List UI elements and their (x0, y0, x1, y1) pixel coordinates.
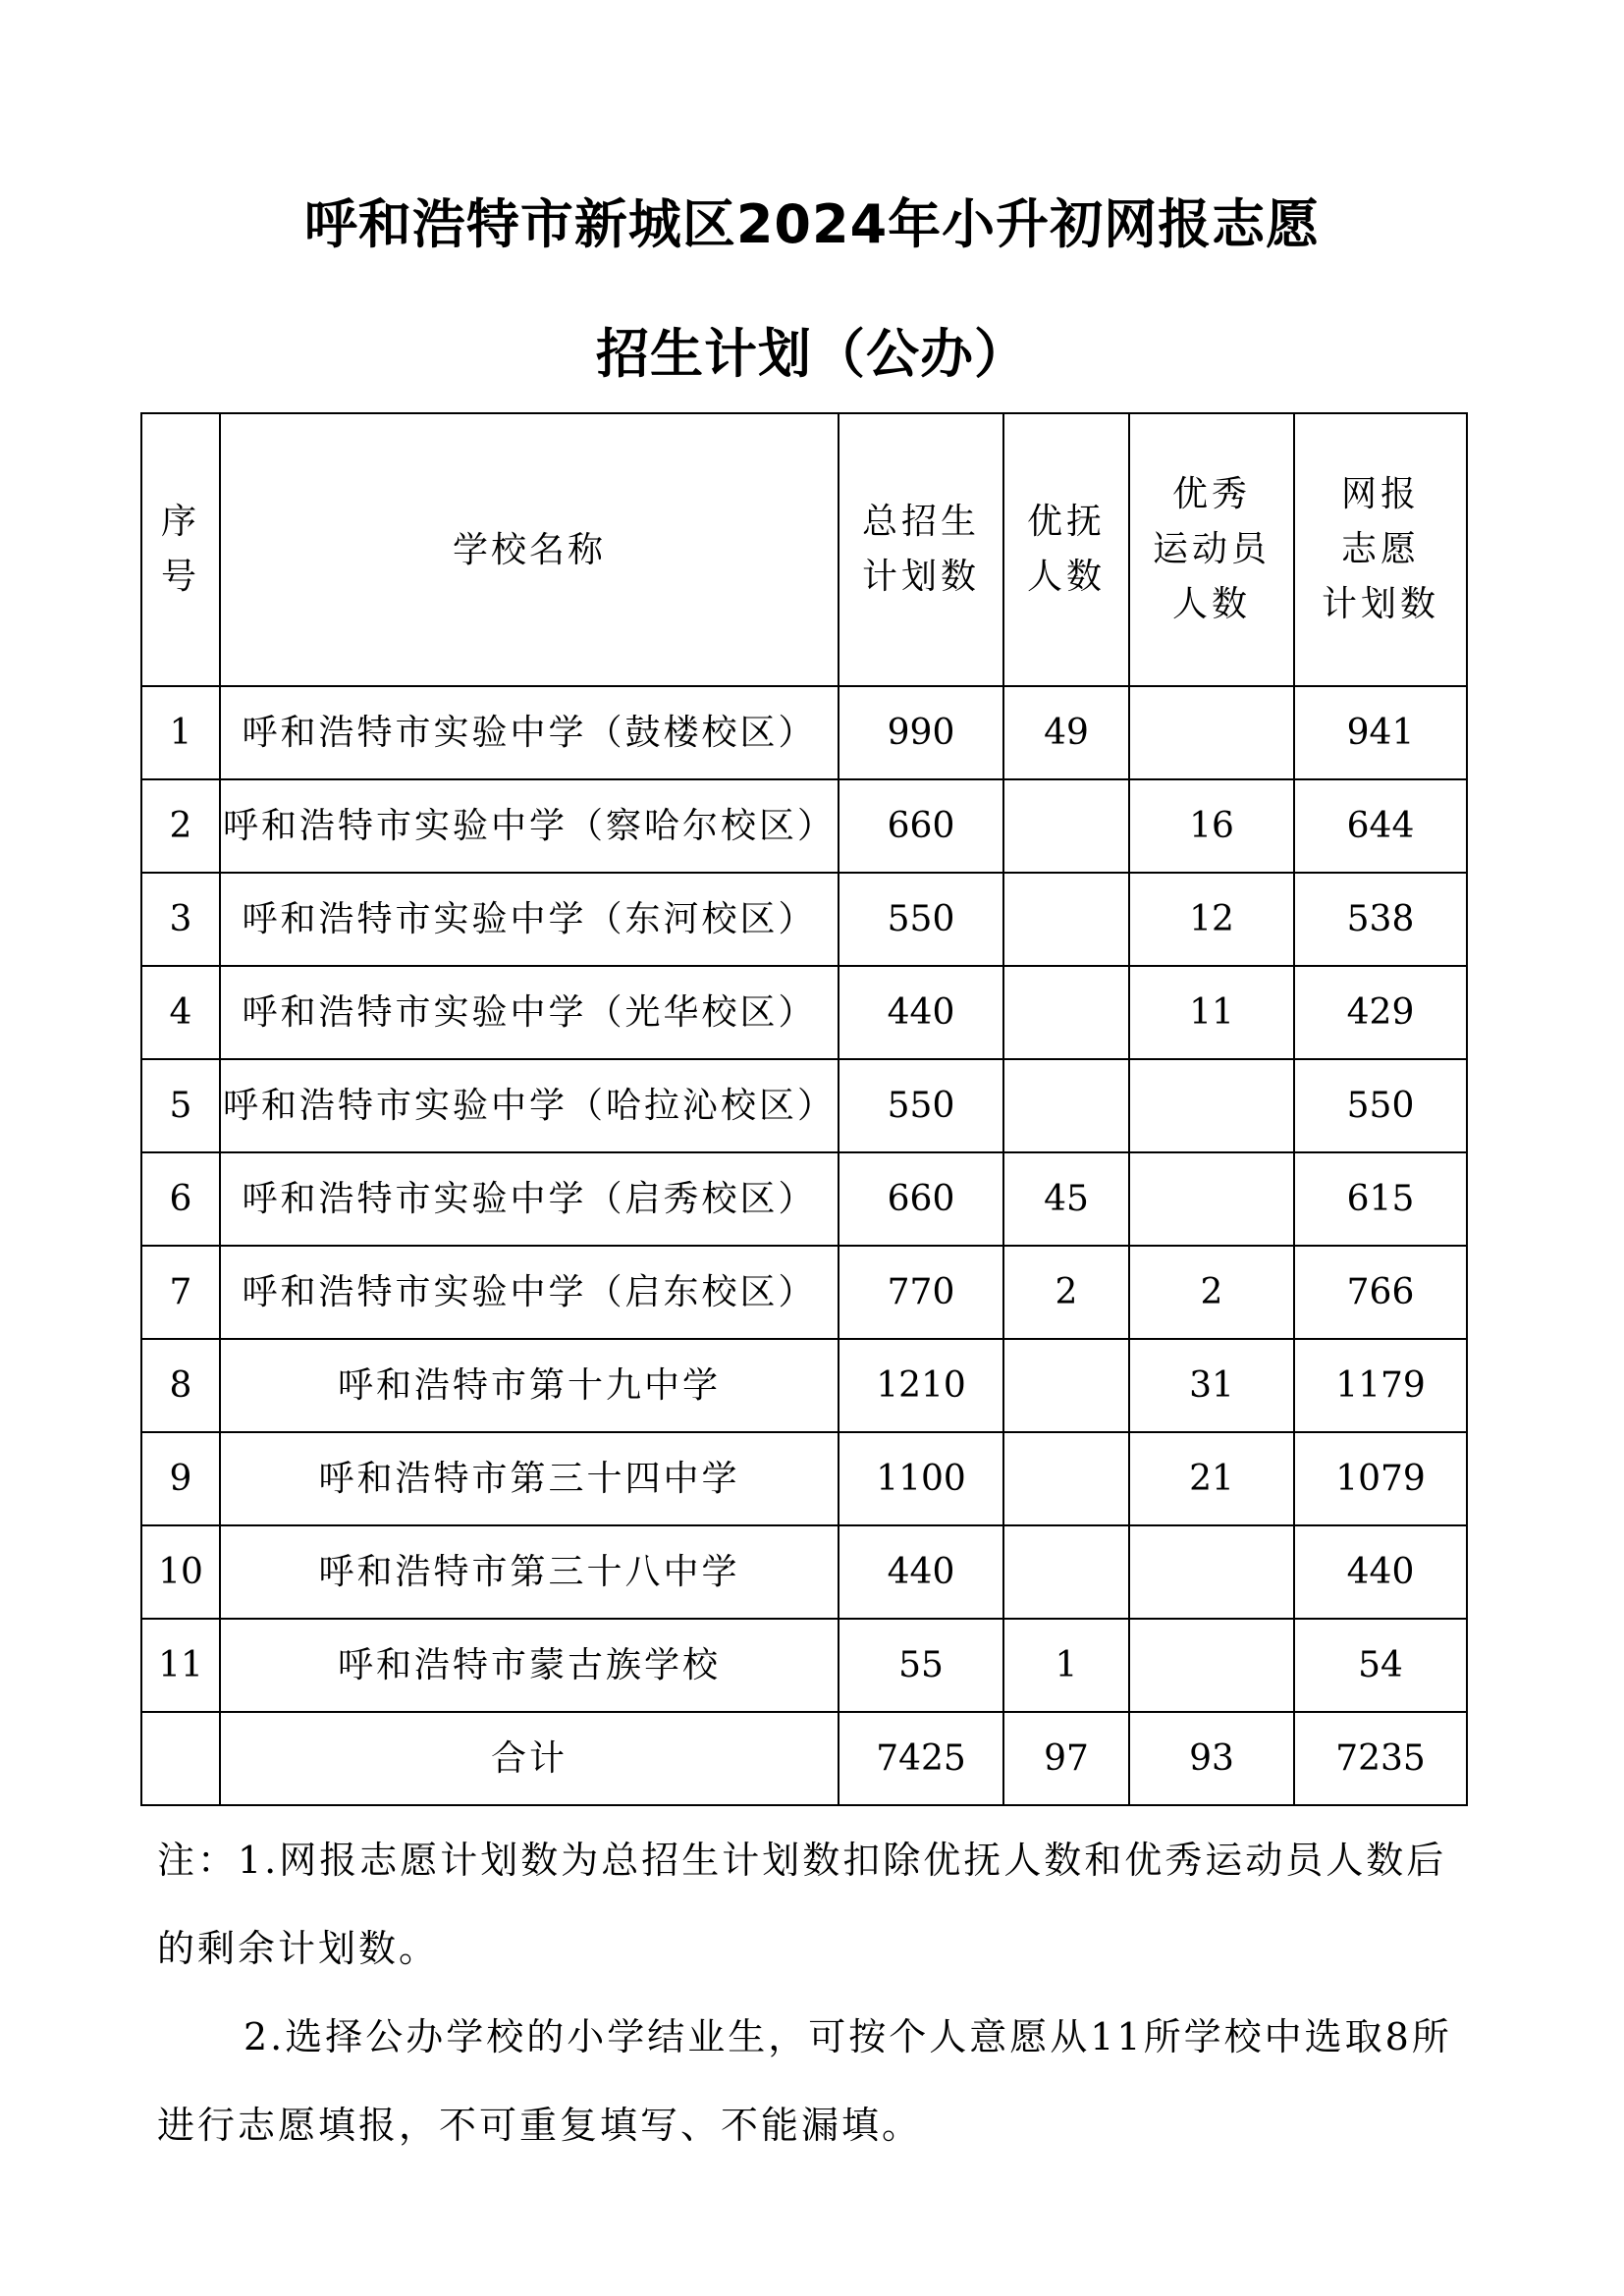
table-row (141, 1152, 1467, 1246)
cell-online-plan: 54 (1294, 1619, 1467, 1712)
cell-athlete-count (1129, 1619, 1294, 1712)
cell-online-plan: 615 (1294, 1152, 1467, 1246)
cell-athlete-count (1129, 686, 1294, 779)
cell-total-plan: 550 (839, 873, 1003, 966)
header-seq-line: 号 (160, 557, 200, 597)
cell-seq: 4 (141, 966, 220, 1059)
header-total-line: 总招生 (861, 502, 980, 543)
cell-seq: 1 (141, 686, 220, 779)
cell-school-name: 合计 (220, 1712, 839, 1805)
header-youfu-line: 优抚 (1026, 502, 1106, 543)
cell-online-plan: 7235 (1294, 1712, 1467, 1805)
header-athletes-line: 运动员 (1152, 529, 1271, 570)
cell-online-plan: 1079 (1294, 1432, 1467, 1525)
cell-youfu-count: 1 (1003, 1619, 1129, 1712)
header-total-line: 计划数 (861, 557, 980, 597)
cell-online-plan: 550 (1294, 1059, 1467, 1152)
header-online-line: 网报 (1340, 474, 1420, 515)
header-youfu-line: 人数 (1026, 557, 1106, 597)
table-row (141, 873, 1467, 966)
cell-youfu-count: 2 (1003, 1246, 1129, 1339)
enrollment-plan-table (140, 412, 1468, 1806)
cell-school-name: 呼和浩特市实验中学（启东校区） (220, 1246, 839, 1339)
cell-seq: 10 (141, 1525, 220, 1619)
cell-online-plan: 644 (1294, 779, 1467, 873)
table-row (141, 1619, 1467, 1712)
cell-online-plan: 440 (1294, 1525, 1467, 1619)
cell-total-plan: 1100 (839, 1432, 1003, 1525)
cell-seq: 8 (141, 1339, 220, 1432)
table-row (141, 686, 1467, 779)
cell-total-plan: 1210 (839, 1339, 1003, 1432)
document-title-line1: 呼和浩特市新城区2024年小升初网报志愿 (303, 193, 1321, 255)
header-athletes-line: 优秀 (1171, 474, 1251, 515)
table-total-row (141, 1712, 1467, 1805)
cell-online-plan: 766 (1294, 1246, 1467, 1339)
table-row (141, 966, 1467, 1059)
cell-seq: 6 (141, 1152, 220, 1246)
cell-athlete-count (1129, 1525, 1294, 1619)
cell-school-name: 呼和浩特市实验中学（启秀校区） (220, 1152, 839, 1246)
cell-athlete-count: 12 (1129, 873, 1294, 966)
header-seq (141, 413, 220, 686)
header-athletes-line: 人数 (1171, 583, 1251, 624)
cell-total-plan: 7425 (839, 1712, 1003, 1805)
cell-athlete-count: 93 (1129, 1712, 1294, 1805)
cell-total-plan: 550 (839, 1059, 1003, 1152)
header-online-line: 计划数 (1321, 583, 1439, 624)
cell-seq: 11 (141, 1619, 220, 1712)
header-seq-line: 序 (160, 502, 200, 543)
cell-total-plan: 440 (839, 1525, 1003, 1619)
header-school: 学校名称 (220, 413, 839, 686)
cell-athlete-count: 21 (1129, 1432, 1294, 1525)
cell-youfu-count (1003, 1525, 1129, 1619)
cell-youfu-count: 45 (1003, 1152, 1129, 1246)
note-1: 注：1.网报志愿计划数为总招生计划数扣除优抚人数和优秀运动员人数后的剩余计划数。 (157, 1839, 1447, 1970)
cell-school-name: 呼和浩特市第三十八中学 (220, 1525, 839, 1619)
cell-online-plan: 941 (1294, 686, 1467, 779)
cell-seq: 3 (141, 873, 220, 966)
cell-school-name: 呼和浩特市蒙古族学校 (220, 1619, 839, 1712)
cell-seq: 5 (141, 1059, 220, 1152)
cell-youfu-count (1003, 1339, 1129, 1432)
header-athletes (1129, 413, 1294, 686)
cell-athlete-count: 31 (1129, 1339, 1294, 1432)
cell-seq: 9 (141, 1432, 220, 1525)
cell-athlete-count: 16 (1129, 779, 1294, 873)
cell-youfu-count (1003, 779, 1129, 873)
cell-total-plan: 440 (839, 966, 1003, 1059)
cell-total-plan: 770 (839, 1246, 1003, 1339)
header-online (1294, 413, 1467, 686)
header-total (839, 413, 1003, 686)
cell-total-plan: 990 (839, 686, 1003, 779)
cell-youfu-count (1003, 1432, 1129, 1525)
header-online-line: 志愿 (1340, 529, 1420, 570)
cell-athlete-count: 2 (1129, 1246, 1294, 1339)
cell-total-plan: 660 (839, 1152, 1003, 1246)
cell-seq (141, 1712, 220, 1805)
table-header-row (141, 413, 1467, 686)
note-2: 2.选择公办学校的小学结业生，可按个人意愿从11所学校中选取8所进行志愿填报，不可重复填写、不能漏填。 (157, 2015, 1452, 2147)
cell-seq: 7 (141, 1246, 220, 1339)
cell-total-plan: 55 (839, 1619, 1003, 1712)
table-row (141, 1432, 1467, 1525)
cell-school-name: 呼和浩特市实验中学（光华校区） (220, 966, 839, 1059)
cell-athlete-count: 11 (1129, 966, 1294, 1059)
cell-online-plan: 429 (1294, 966, 1467, 1059)
cell-school-name: 呼和浩特市第三十四中学 (220, 1432, 839, 1525)
table-row (141, 1246, 1467, 1339)
cell-school-name: 呼和浩特市实验中学（东河校区） (220, 873, 839, 966)
cell-athlete-count (1129, 1152, 1294, 1246)
table-row (141, 1525, 1467, 1619)
cell-youfu-count (1003, 966, 1129, 1059)
cell-school-name: 呼和浩特市第十九中学 (220, 1339, 839, 1432)
cell-school-name: 呼和浩特市实验中学（察哈尔校区） (220, 779, 839, 873)
cell-total-plan: 660 (839, 779, 1003, 873)
table-row (141, 1339, 1467, 1432)
document-title-line2: 招生计划（公办） (596, 323, 1028, 385)
cell-online-plan: 1179 (1294, 1339, 1467, 1432)
cell-online-plan: 538 (1294, 873, 1467, 966)
table-row (141, 1059, 1467, 1152)
cell-youfu-count: 49 (1003, 686, 1129, 779)
cell-seq: 2 (141, 779, 220, 873)
cell-youfu-count (1003, 873, 1129, 966)
cell-youfu-count (1003, 1059, 1129, 1152)
cell-youfu-count: 97 (1003, 1712, 1129, 1805)
cell-school-name: 呼和浩特市实验中学（鼓楼校区） (220, 686, 839, 779)
cell-athlete-count (1129, 1059, 1294, 1152)
header-youfu (1003, 413, 1129, 686)
table-row (141, 779, 1467, 873)
cell-school-name: 呼和浩特市实验中学（哈拉沁校区） (220, 1059, 839, 1152)
